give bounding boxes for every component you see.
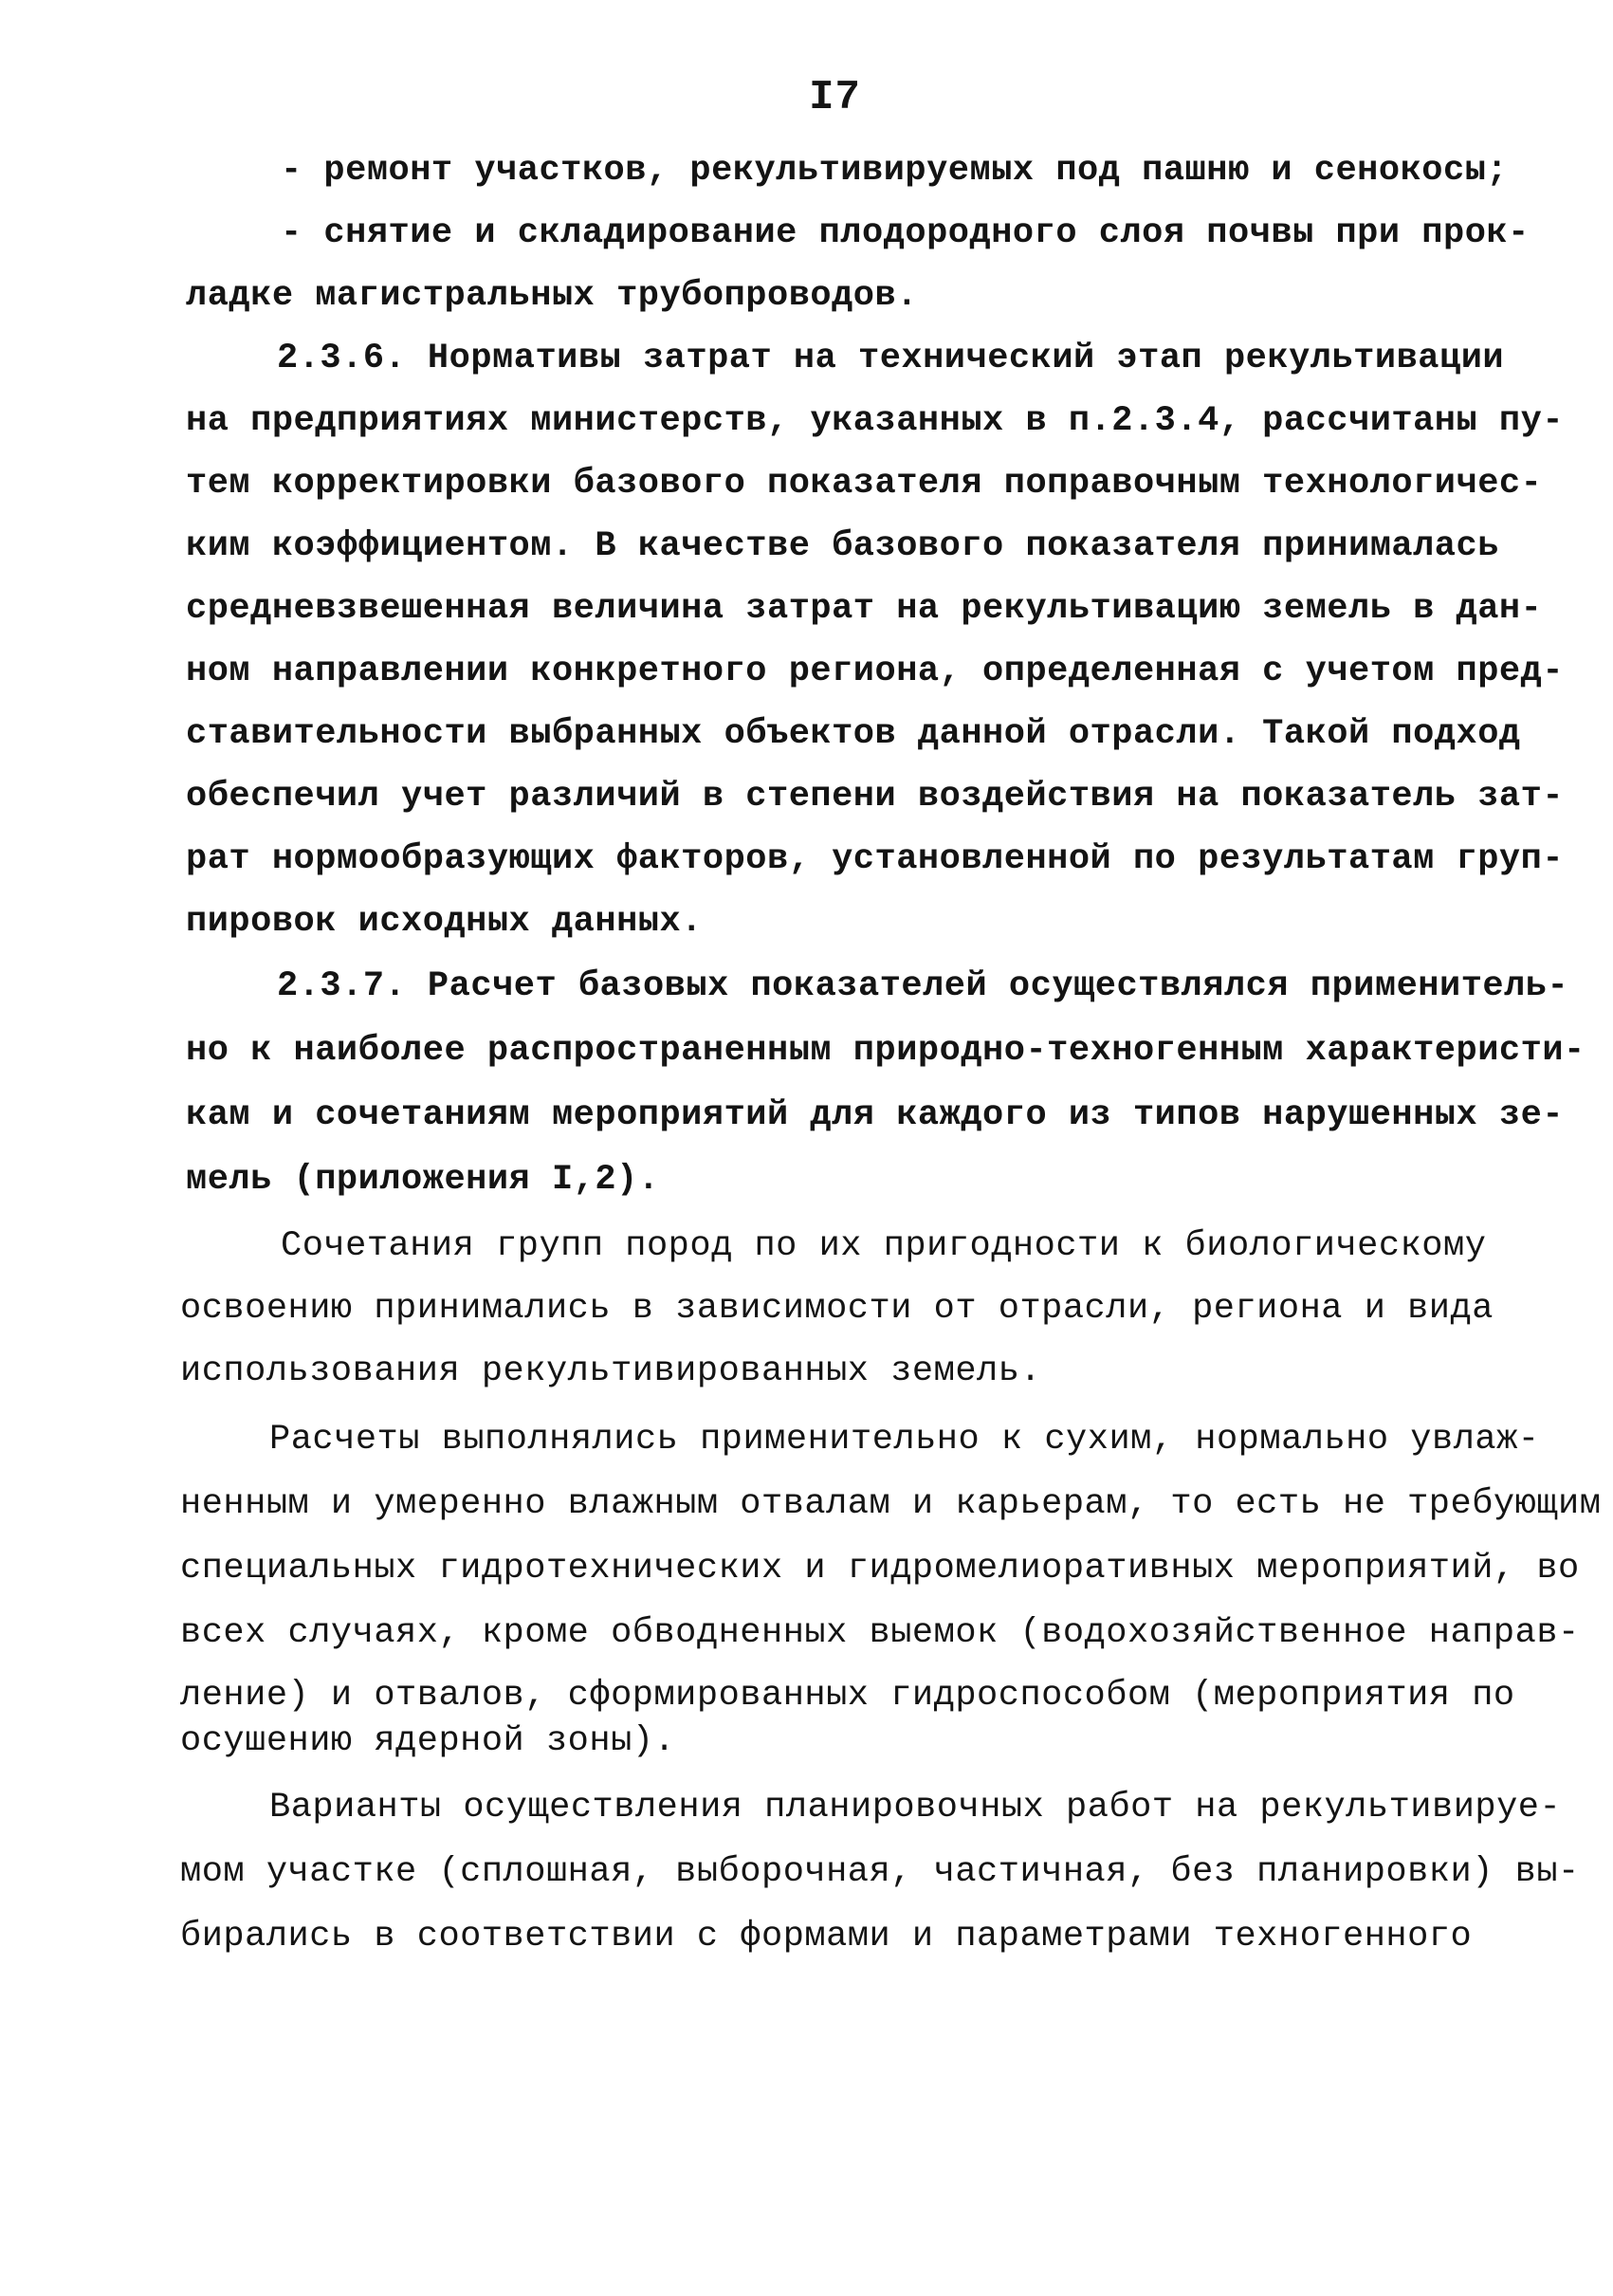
text-line: рат нормообразующих факторов, установленной по результатам груп- — [186, 839, 1565, 879]
text-line: - снятие и складирование плодородного слоя почвы при прок- — [281, 213, 1530, 253]
text-line: бирались в соответствии с формами и параметрами техногенного — [180, 1917, 1473, 1956]
text-line: освоению принимались в зависимости от отрасли, региона и вида — [180, 1289, 1494, 1329]
text-line: ладке магистральных трубопроводов. — [186, 276, 918, 316]
text-line: специальных гидротехнических и гидромелиоративных мероприятий, во — [180, 1549, 1580, 1589]
text-line: пировок исходных данных. — [186, 902, 703, 942]
text-line: ненным и умеренно влажным отвалам и карьерам, то есть не требующим — [180, 1484, 1602, 1524]
text-line: мель (приложения I,2). — [186, 1160, 660, 1200]
text-line: 2.3.6. Нормативы затрат на технический этап рекультивации — [277, 339, 1505, 378]
page-number: I7 — [809, 74, 861, 121]
text-line: Сочетания групп пород по их пригодности к биологическому — [281, 1226, 1487, 1266]
text-line: Варианты осуществления планировочных работ на рекультивируе- — [269, 1788, 1562, 1828]
text-line: тем корректировки базового показателя поправочным технологичес- — [186, 464, 1543, 504]
text-line: кам и сочетаниям мероприятий для каждого из типов нарушенных зе- — [186, 1095, 1565, 1135]
text-line: Расчеты выполнялись применительно к сухим, нормально увлаж- — [269, 1420, 1540, 1460]
text-line: мом участке (сплошная, выборочная, частичная, без планировки) вы- — [180, 1852, 1580, 1892]
text-line: использования рекультивированных земель. — [180, 1351, 1042, 1391]
text-line: 2.3.7. Расчет базовых показателей осуществлялся применитель- — [277, 966, 1569, 1006]
text-line: ном направлении конкретного региона, определенная с учетом пред- — [186, 652, 1565, 691]
text-line: всех случаях, кроме обводненных выемок (водохозяйственное направ- — [180, 1613, 1580, 1653]
text-line: ставительности выбранных объектов данной отрасли. Такой подход — [186, 714, 1521, 754]
text-line: ление) и отвалов, сформированных гидроспособом (мероприятия по — [180, 1676, 1515, 1716]
text-line: ким коэффициентом. В качестве базового показателя принималась — [186, 526, 1499, 566]
text-line: на предприятиях министерств, указанных в п.2.3.4, рассчитаны пу- — [186, 401, 1565, 441]
text-line: - ремонт участков, рекультивируемых под пашню и сенокосы; — [281, 151, 1509, 191]
text-line: но к наиболее распространенным природно-техногенным характеристи- — [186, 1031, 1586, 1071]
text-line: средневзвешенная величина затрат на рекультивацию земель в дан- — [186, 589, 1543, 629]
text-line: осушению ядерной зоны). — [180, 1721, 676, 1761]
text-line: обеспечил учет различий в степени воздействия на показатель зат- — [186, 777, 1565, 817]
